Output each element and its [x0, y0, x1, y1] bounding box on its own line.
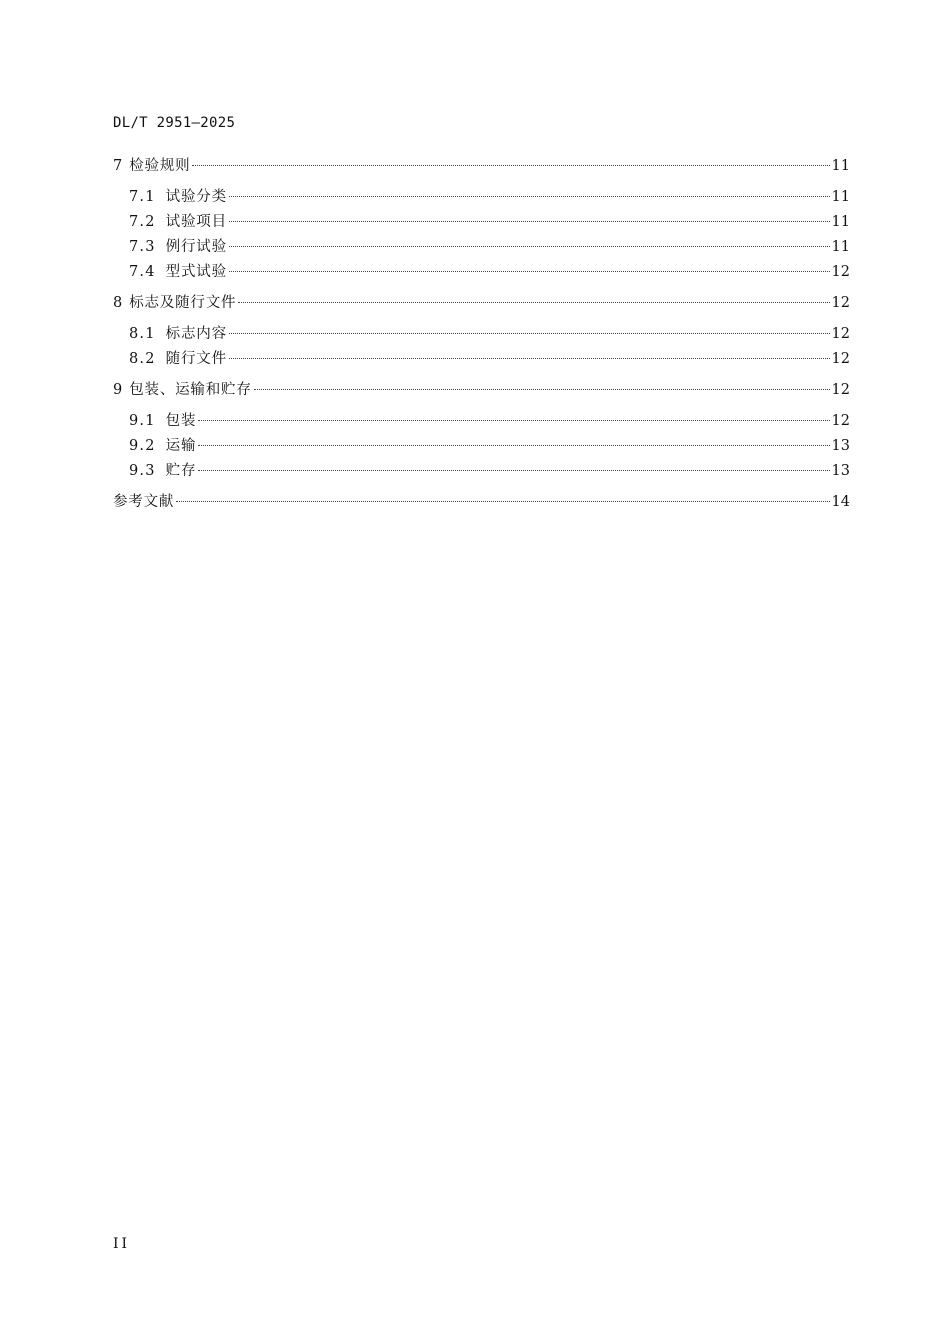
toc-entry-title: 标志及随行文件 — [129, 295, 237, 311]
toc-entry-page: 12 — [831, 264, 850, 280]
toc-entry-title: 标志内容 — [165, 326, 227, 342]
toc-entry-title: 包装、运输和贮存 — [129, 382, 252, 398]
toc-entry-page: 11 — [831, 158, 850, 174]
toc-dot-leader — [198, 445, 829, 446]
toc-entry-9[interactable] — [113, 379, 850, 401]
toc-entry-number: 7.2 — [129, 214, 156, 230]
toc-entry-title: 随行文件 — [165, 351, 227, 367]
toc-entry-title: 检验规则 — [129, 158, 191, 174]
toc-entry-number: 7.1 — [129, 189, 156, 205]
toc-entry-page: 11 — [831, 239, 850, 255]
toc-entry-number: 9.2 — [129, 438, 156, 454]
toc-entry-page: 14 — [831, 494, 850, 510]
toc-entry-title: 贮存 — [165, 463, 197, 479]
toc-dot-leader — [229, 246, 830, 247]
toc-dot-leader — [229, 358, 830, 359]
toc-entry-title: 例行试验 — [165, 239, 227, 255]
toc-entry-8-2[interactable] — [129, 348, 850, 370]
toc-entry-page: 12 — [831, 382, 850, 398]
toc-dot-leader — [229, 271, 830, 272]
toc-dot-leader — [229, 333, 830, 334]
toc-entry-7[interactable] — [113, 155, 850, 177]
toc-entry-9-2[interactable] — [129, 435, 850, 457]
toc-dot-leader — [238, 302, 829, 303]
toc-entry-7-3[interactable] — [129, 236, 850, 258]
toc-dot-leader — [229, 221, 830, 222]
toc-entry-number: 8 — [113, 295, 123, 311]
toc-entry-8-1[interactable] — [129, 323, 850, 345]
toc-entry-number: 7.3 — [129, 239, 156, 255]
document-code-header: DL/T 2951—2025 — [113, 115, 236, 131]
toc-entry-page: 13 — [831, 463, 850, 479]
toc-entry-number: 9 — [113, 382, 123, 398]
toc-entry-9-3[interactable] — [129, 460, 850, 482]
toc-dot-leader — [229, 196, 830, 197]
toc-entry-title: 试验分类 — [165, 189, 227, 205]
toc-dot-leader — [192, 165, 829, 166]
toc-entry-8[interactable] — [113, 292, 850, 314]
toc-entry-page: 12 — [831, 351, 850, 367]
toc-entry-page: 11 — [831, 189, 850, 205]
toc-dot-leader — [198, 470, 829, 471]
toc-entry-page: 13 — [831, 438, 850, 454]
toc-entry-page: 11 — [831, 214, 850, 230]
toc-entry-7-2[interactable] — [129, 211, 850, 233]
toc-entry-title: 试验项目 — [165, 214, 227, 230]
toc-entry-number: 8.1 — [129, 326, 156, 342]
toc-dot-leader — [254, 389, 830, 390]
toc-entry-references[interactable] — [113, 491, 850, 513]
toc-entry-7-1[interactable] — [129, 186, 850, 208]
toc-entry-number: 8.2 — [129, 351, 156, 367]
toc-entry-number: 7.4 — [129, 264, 156, 280]
toc-entry-number: 7 — [113, 158, 123, 174]
toc-entry-page: 12 — [831, 326, 850, 342]
toc-entry-title: 型式试验 — [165, 264, 227, 280]
toc-entry-number: 9.1 — [129, 413, 156, 429]
toc-entry-title: 运输 — [165, 438, 197, 454]
toc-entry-page: 12 — [831, 295, 850, 311]
toc-entry-page: 12 — [831, 413, 850, 429]
toc-entry-9-1[interactable] — [129, 410, 850, 432]
page-number: II — [113, 1236, 131, 1252]
toc-entry-7-4[interactable] — [129, 261, 850, 283]
toc-entry-title: 参考文献 — [113, 494, 175, 510]
toc-dot-leader — [198, 420, 829, 421]
toc-entry-number: 9.3 — [129, 463, 156, 479]
toc-entry-title: 包装 — [165, 413, 197, 429]
toc-dot-leader — [176, 501, 829, 502]
